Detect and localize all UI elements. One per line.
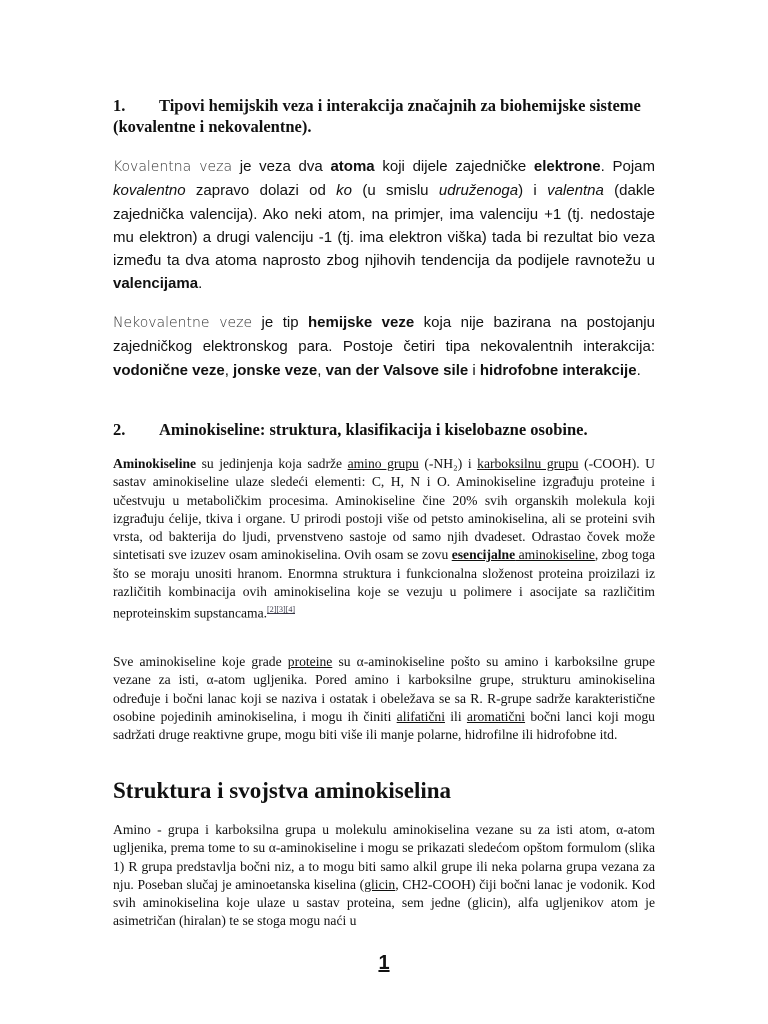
text: su α-aminokiseline pošto su amino i karboksilne grupe vezane za isti, α-atom ugljenika. Pored amino i karboksilne grupe, strukturu aminokiselina određuje i bočni lanac koji se naziva i ostatak i obeležava se sa R. R-grupe sadrže karakteristične osobine pojedinih aminokiselina, i mogu ih činiti (113, 654, 656, 724)
paragraph-alfa-aminokiseline (113, 653, 655, 744)
bold-term: Aminokiseline (113, 456, 197, 471)
bold-term: elektrone (533, 158, 601, 175)
text: su jedinjenja koja sadrže (196, 456, 348, 471)
text: je tip (252, 314, 308, 331)
text: , zbog toga što se moraju unositi hranom. Enormna struktura i funkcionalna složenost proteina proizilazi iz različitih kombinacija ovih aminokiselina koje se vezuju u polimere i asocijate sa različitim neproteinskim supstancama. (113, 547, 655, 621)
text: . (198, 275, 203, 293)
term-kovalentna-veza: Kovalentna veza (113, 159, 233, 175)
bold-term: van der Valsove sile (325, 361, 469, 379)
text: Sve aminokiseline koje grade (113, 654, 288, 669)
text: (-NH₂) i (418, 456, 478, 471)
section-number: 1. (113, 96, 126, 115)
text: bočni lanci koji mogu sadržati druge reaktivne grupe, mogu biti više ili manje polarne, hidrofilne ili hidrofobne itd. (113, 708, 655, 743)
text: , CH2-COOH) čiji bočni lanac je vodonik. Kod svih aminokiselina koje ulaze u sastav proteina, sem jedne (glicin), alfa ugljenikov atom je asimetričan (hiralan) te se stoga mogu naći u (113, 876, 655, 929)
bold-term: valencijama (113, 275, 199, 293)
paragraph-struktura (113, 821, 655, 931)
text: . (636, 361, 641, 379)
text: , (317, 361, 326, 379)
bold-term: atoma (330, 158, 375, 175)
text: (dakle zajednička valencija). Ako neki atom, na primjer, ima valenciju +1 (tj. nedostaje mu elektron) a drugi valenciju -1 (tj. ima elektron viška) tada bi rezultat bio veza između ta dva atoma naprosto zbog njihovih tendencija da podijele ravnotežu u (113, 182, 656, 270)
text: , (224, 361, 234, 379)
link-alifaticni[interactable]: alifatični (396, 708, 445, 724)
text: Amino - grupa i karboksilna grupa u molekulu aminokiselina vezane su za isti atom, α-atom ugljenika, prema tome to su α-aminokiseline i mogu se prikazati sledećom opštom formulom (slika 1) R grupa predstavlja bočni niz, a to mogu biti samo alkil grupe ili neka polarna grupa vezana za nju. Poseban slučaj je aminoetanska kiselina ( (113, 822, 655, 892)
heading-struktura: Struktura i svojstva aminokiselina (113, 778, 452, 803)
text: (u smislu (352, 182, 439, 200)
section-number: 2. (113, 420, 126, 439)
text: ili (444, 708, 467, 724)
text: zapravo dolazi od (185, 182, 337, 200)
link-proteine[interactable]: proteine (287, 654, 333, 669)
paragraph-kovalentna (113, 155, 655, 296)
bold-term: hidrofobne interakcije (479, 361, 637, 379)
text: i (468, 361, 480, 379)
italic-term: udruženoga (438, 182, 519, 200)
paragraph-aminokiseline (113, 455, 655, 623)
link-amino-grupa[interactable]: amino grupu (347, 456, 419, 471)
text: je veza dva (232, 158, 331, 175)
paragraph-nekovalentna (113, 311, 655, 382)
text: koja nije bazirana na postojanju zajedničkog elektronskog para. Postoje četiri tipa nekovalentnih interakcija: (113, 314, 655, 356)
link-karboksilna-grupa[interactable]: karboksilnu grupu (477, 456, 579, 471)
italic-term: ko (336, 182, 352, 200)
text: (-COOH). U sastav aminokiseline ulaze sledeći elementi: C, H, N i O. Aminokiseline izgrađuju proteine i učestvuju u metaboličkim procesima. Aminokiseline čine 20% svih organskih molekula koji izgrađuju ćelije, tkiva i organe. U prirodi postoji više od petsto aminokiselina, ali se proteini svih vrsta, od bakterija do ljudi, prvenstveno sastoje od samo njih dvadeset. Odrastao čovek može sintetisati sve izuzev osam aminokiselina. Ovih osam se zovu (113, 456, 655, 563)
italic-term: kovalentno (113, 182, 186, 200)
link-aminokiseline[interactable]: aminokiseline (515, 547, 595, 563)
link-glicin[interactable]: glicin (364, 876, 396, 892)
bold-term: vodonične veze (113, 361, 225, 379)
bold-term: jonske veze (233, 361, 318, 379)
italic-term: valentna (547, 182, 604, 200)
section-title: Aminokiseline: struktura, klasifikacija i kiselobazne osobine. (159, 420, 588, 439)
section-title: Tipovi hemijskih veza i interakcija značajnih za biohemijske sisteme (kovalentne i nekovalentne). (113, 96, 641, 136)
text: ) i (518, 182, 548, 200)
section-2-heading (113, 419, 655, 440)
link-aromaticni[interactable]: aromatični (466, 708, 526, 724)
text: koji dijele zajedničke (374, 158, 534, 175)
term-nekovalentne-veze: Nekovalentne veze (113, 315, 253, 331)
section-1-heading (113, 95, 655, 137)
text: . Pojam (600, 158, 656, 175)
page-number: 1 (378, 952, 390, 974)
link-esencijalne[interactable]: esencijalne (451, 547, 516, 563)
bold-term: hemijske veze (308, 314, 415, 331)
reference-links[interactable]: [2][3][4] (267, 605, 296, 615)
